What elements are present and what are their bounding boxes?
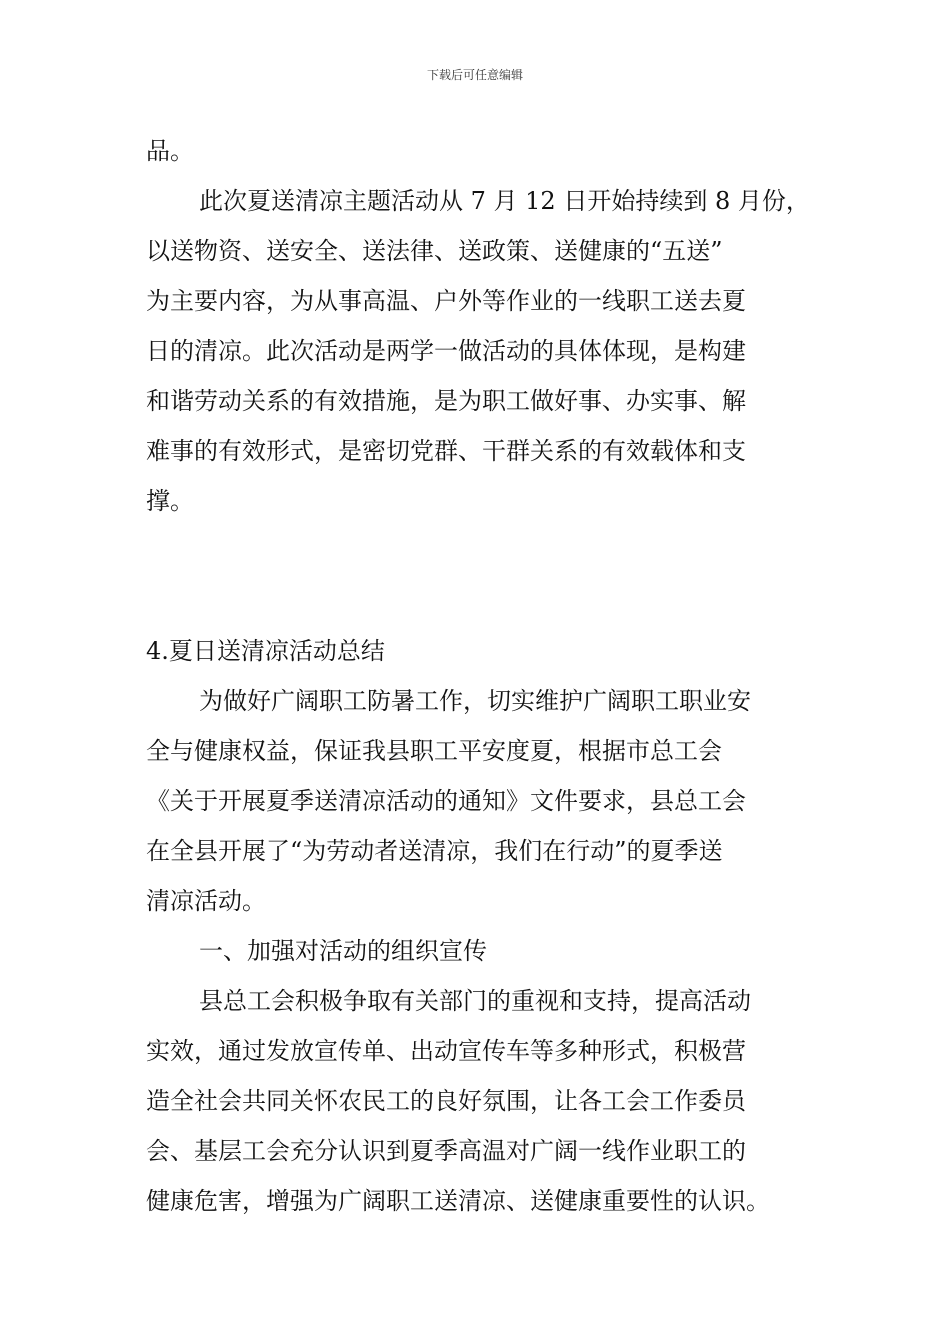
paragraph-organization [146,976,836,1226]
document-body [146,126,836,1226]
text-line: 以送物资、送安全、送法律、送政策、送健康的“五送” [146,237,723,265]
text-line: 为主要内容，为从事高温、户外等作业的一线职工送去夏 [146,287,746,315]
text-line: 品。 [146,137,194,165]
text-line: 日的清凉。此次活动是两学一做活动的具体体现，是构建 [146,337,746,365]
text-line: 实效，通过发放宣传单、出动宣传车等多种形式，积极营 [146,1037,746,1065]
text-line: 造全社会共同关怀农民工的良好氛围，让各工会工作委员 [146,1087,746,1115]
text-line: 4.夏日送清凉活动总结 [146,637,385,665]
paragraph-intro [146,676,836,926]
text-line: 在全县开展了“为劳动者送清凉，我们在行动”的夏季送 [146,837,723,865]
subheading [146,926,836,976]
text-line: 和谐劳动关系的有效措施，是为职工做好事、办实事、解 [146,387,746,415]
paragraph-continuation [146,126,836,176]
section-heading [146,626,836,676]
text-line: 县总工会积极争取有关部门的重视和支持，提高活动 [199,987,751,1015]
text-line: 为做好广阔职工防暑工作，切实维护广阔职工职业安 [199,687,751,715]
paragraph-activity-description [146,176,836,526]
text-line: 全与健康权益，保证我县职工平安度夏，根据市总工会 [146,737,722,765]
text-line: 清凉活动。 [146,887,266,915]
text-line: 会、基层工会充分认识到夏季高温对广阔一线作业职工的 [146,1137,746,1165]
text-line: 此次夏送清凉主题活动从 7 月 12 日开始持续到 8 月份， [199,187,810,215]
page-header: 下载后可任意编辑 [426,68,523,82]
text-line: 健康危害，增强为广阔职工送清凉、送健康重要性的认识。 [146,1187,770,1215]
text-line: 撑。 [146,487,194,515]
text-line: 一、加强对活动的组织宣传 [199,937,487,965]
text-line: 难事的有效形式，是密切党群、干群关系的有效载体和支 [146,437,746,465]
text-line: 《关于开展夏季送清凉活动的通知》文件要求，县总工会 [146,787,746,815]
section-gap [146,526,836,626]
